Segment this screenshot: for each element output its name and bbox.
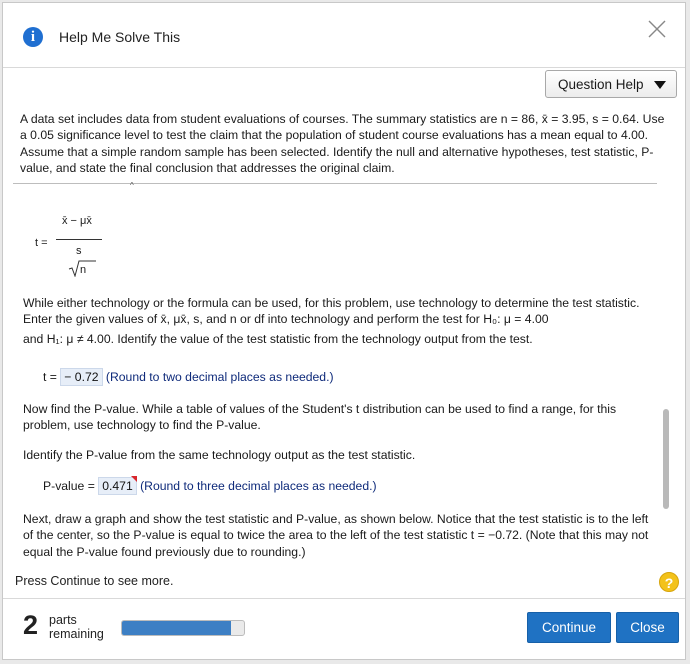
corner-flag-icon xyxy=(131,476,137,482)
p-answer-value[interactable]: 0.471 xyxy=(98,477,137,495)
tech-paragraph-2: and H₁: μ ≠ 4.00. Identify the value of the test statistic from the technology output from the test. xyxy=(23,332,533,346)
footer-divider xyxy=(3,598,685,599)
tech-paragraph-1: While either technology or the formula can be used, for this problem, use technology to determine the test statistic. Enter the given values of x̄, μx̄, s, and n or df into technology and perform the test for H₀: μ = 4.00 xyxy=(23,296,640,327)
formula-t-label: t = xyxy=(35,237,48,249)
close-icon[interactable] xyxy=(647,19,667,39)
caret-up-icon: ^ xyxy=(130,181,134,190)
scrollbar-thumb[interactable] xyxy=(663,409,669,509)
progress-fill xyxy=(122,621,231,635)
problem-statement: A data set includes data from student evaluations of courses. The summary statistics are n = 86, x̄ = 3.95, s = 0.64. Use a 0.05 significance level to test the claim that the population of student course evaluations has a mean equal to 4.00. Assume that a simple random sample has been selected. Identify the null and alternative hypotheses, test statistic, P-value, and state the final conclusion that addresses the original claim. xyxy=(20,112,665,175)
continue-hint: Press Continue to see more. xyxy=(15,574,174,588)
t-answer-hint: (Round to two decimal places as needed.) xyxy=(105,370,334,384)
divider xyxy=(13,183,657,184)
p-answer-hint: (Round to three decimal places as needed.) xyxy=(140,479,377,493)
help-icon[interactable]: ? xyxy=(659,572,679,592)
parts-count: 2 xyxy=(23,610,39,640)
dialog-title: Help Me Solve This xyxy=(59,29,181,45)
p-answer-label: P-value = xyxy=(43,479,95,493)
help-dialog xyxy=(2,2,686,660)
t-answer-label: t = xyxy=(43,370,57,384)
question-help-button[interactable] xyxy=(545,70,677,98)
t-answer-value[interactable]: − 0.72 xyxy=(60,368,102,386)
pvalue-identify: Identify the P-value from the same technology output as the test statistic. xyxy=(23,448,416,462)
t-answer-row xyxy=(43,369,660,385)
parts-progress-bar xyxy=(121,620,245,636)
solution-scroll-area[interactable] xyxy=(20,191,660,559)
parts-label-2: remaining xyxy=(49,627,104,641)
fraction-bar xyxy=(56,239,102,240)
dialog-header xyxy=(3,3,685,68)
info-icon: i xyxy=(23,27,43,47)
continue-button[interactable]: Continue xyxy=(527,612,611,643)
t-formula xyxy=(20,191,140,283)
parts-label xyxy=(49,613,104,641)
pvalue-intro: Now find the P-value. While a table of values of the Student's t distribution can be used to find a range, for this problem, use technology to find the P-value. xyxy=(23,402,617,433)
graph-paragraph: Next, draw a graph and show the test statistic and P-value, as shown below. Notice that the test statistic is to the left of the center, so the P-value is equal to twice the area to the left of the test statistic t = −0.72. (Note that this may not equal the P-value found previously due to rounding.) xyxy=(23,512,649,559)
parts-label-1: parts xyxy=(49,613,77,627)
formula-s: s xyxy=(76,245,82,257)
question-help-label: Question Help xyxy=(558,77,644,92)
formula-numerator: x̄ − μx̄ xyxy=(62,215,92,227)
p-answer-row xyxy=(43,478,660,494)
close-button[interactable]: Close xyxy=(616,612,679,643)
caret-down-icon xyxy=(654,81,666,89)
formula-n: n xyxy=(80,264,87,276)
